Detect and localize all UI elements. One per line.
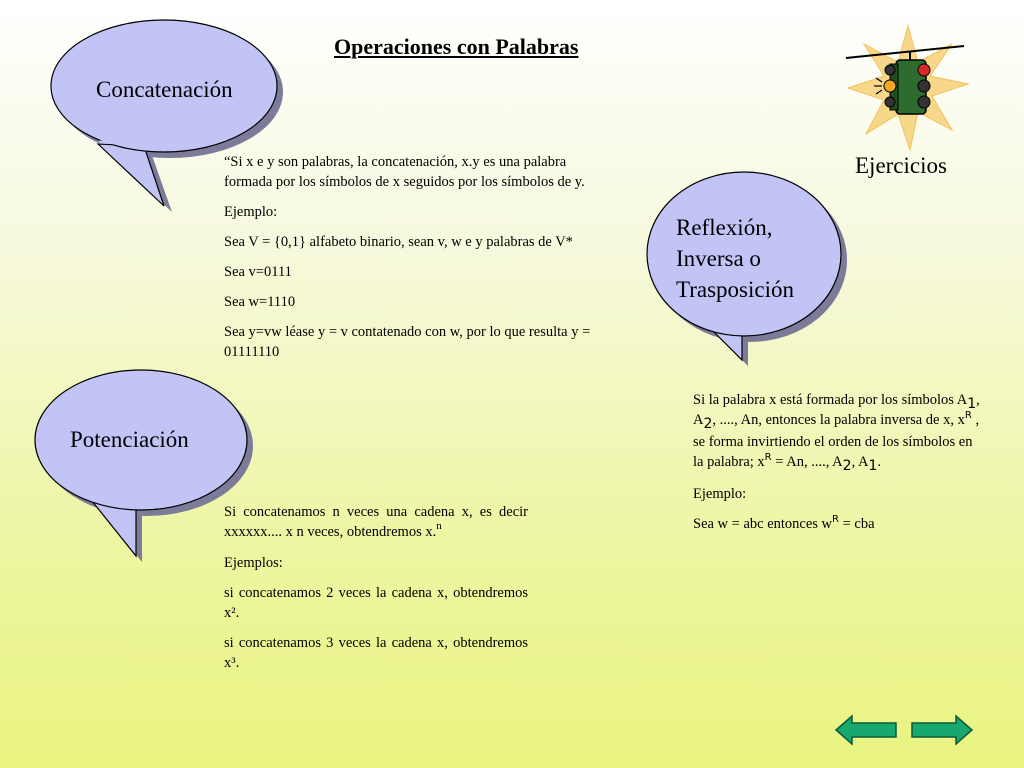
- superscript-r-2: R: [764, 452, 772, 463]
- reflexion-example: [693, 514, 985, 536]
- potencia-ex1: si concatenamos 2 veces la cadena x, obtendremos x².: [224, 585, 528, 621]
- potenciacion-bubble-shape: [35, 370, 253, 562]
- concat-definition: “Si x e y son palabras, la concatenación, x.y es una palabra formada por los símbolos de x seguidos por los símbolos de y.: [224, 154, 585, 190]
- reflexion-label: [676, 212, 794, 305]
- reflexion-def-part-a: Si la palabra x está formada por los símbolos A: [693, 392, 968, 408]
- concat-ejemplo: Ejemplo:: [224, 204, 278, 220]
- reflexion-def-part-d: , se forma invirtiendo el orden de los símbolos en la palabra; x: [693, 412, 980, 470]
- concat-sea-v: Sea V = {0,1} alfabeto binario, sean v, w e y palabras de V*: [224, 234, 573, 250]
- concat-sea-w-value: Sea w=1110: [224, 294, 296, 310]
- ejercicios-label: Ejercicios: [855, 153, 947, 178]
- potencia-ejemplos: Ejemplos:: [224, 555, 283, 571]
- superscript-r-3: R: [832, 514, 839, 525]
- potencia-definition-text: Si concatenamos n veces una cadena x, es decir xxxxxx.... x n veces, obtendremos x.: [224, 504, 528, 540]
- subscript-2: 2: [703, 416, 713, 432]
- reflexion-def-part-f: , A: [851, 454, 869, 470]
- traffic-light-icon: [840, 22, 970, 152]
- reflexion-example-part-a: Sea w = abc entonces w: [693, 516, 833, 532]
- superscript-r-1: R: [964, 410, 972, 421]
- potencia-definition-sup: n: [436, 520, 442, 532]
- potenciacion-label: Potenciación: [70, 427, 189, 452]
- next-slide-button[interactable]: [910, 714, 974, 746]
- previous-slide-button[interactable]: [834, 714, 898, 746]
- concat-sea-v-value: Sea v=0111: [224, 264, 292, 280]
- reflexion-label-line2: Inversa o: [676, 246, 761, 271]
- potencia-definition: [224, 502, 528, 543]
- concatenacion-label: Concatenación: [96, 77, 233, 102]
- reflexion-text: [693, 390, 985, 546]
- reflexion-def-part-e: = An, ...., A: [771, 454, 843, 470]
- reflexion-def-part-c: , ...., An, entonces la palabra inversa de x, x: [712, 412, 965, 428]
- concat-sea-y: Sea y=vw léase y = v contatenado con w, por lo que resulta y = 01111110: [224, 324, 591, 360]
- potenciacion-text: [224, 502, 528, 683]
- potencia-ex2: si concatenamos 3 veces la cadena x, obtendremos x³.: [224, 635, 528, 671]
- reflexion-label-line1: Reflexión,: [676, 215, 773, 240]
- reflexion-label-line3: Trasposición: [676, 277, 794, 302]
- subscript-1: 1: [967, 396, 977, 412]
- reflexion-def-part-b: , A: [693, 392, 980, 428]
- reflexion-definition: [693, 390, 985, 474]
- subscript-3: 2: [842, 458, 852, 474]
- reflexion-def-part-g: .: [877, 454, 882, 470]
- reflexion-ejemplo: Ejemplo:: [693, 486, 747, 502]
- concatenacion-text: [224, 152, 596, 372]
- page-title: Operaciones con Palabras: [334, 34, 579, 59]
- right-arrow-icon: [912, 716, 972, 744]
- subscript-4: 1: [868, 458, 878, 474]
- reflexion-example-part-b: = cba: [839, 516, 875, 532]
- left-arrow-icon: [836, 716, 896, 744]
